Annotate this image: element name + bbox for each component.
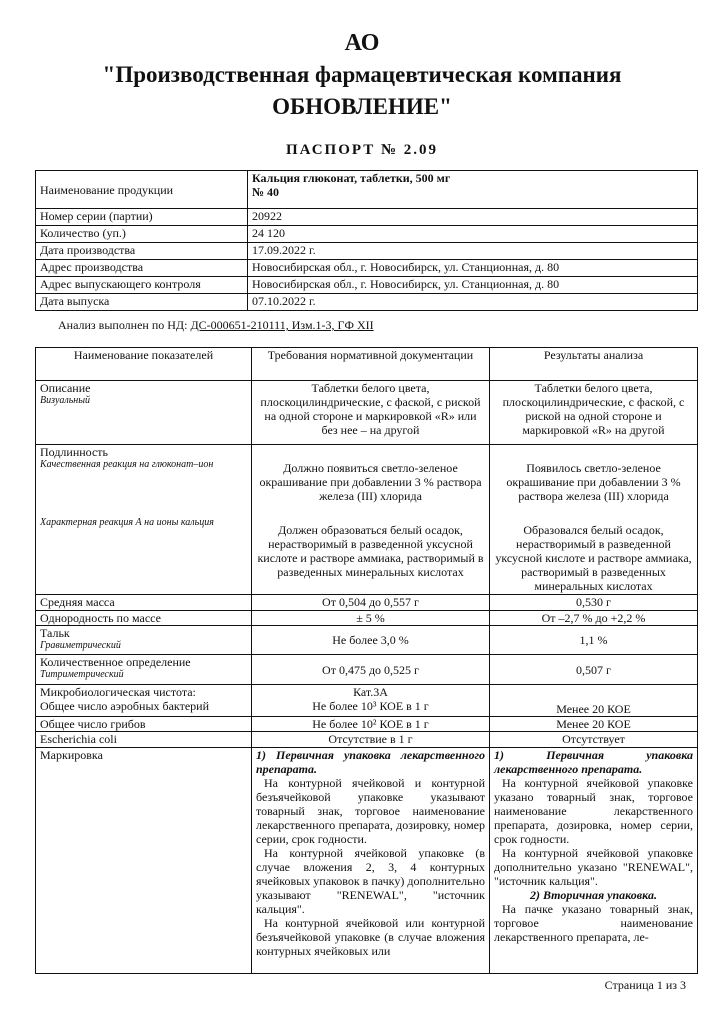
batch-value: 20922 <box>248 209 698 226</box>
batch-label: Номер серии (партии) <box>36 209 248 226</box>
product-value: Кальция глюконат, таблетки, 500 мг № 40 <box>248 171 698 209</box>
company-name: "Производственная фармацевтическая компания <box>102 62 622 87</box>
row-req: 1) Первичная упаковка лекарственного препарата. На контурной ячейковой и контурной безъячейковой упаковке указывают товарный знак, торговое наименование лекарственного препарата, дозировку, номер серии, срок годности. На контурной ячейковой упаковке (в случае вложения 2, 3, 4 контурных ячейковых упаковок в пачку) дополнительно указывают "RENEWAL", "источник кальция". На контурной ячейковой или контурной безъячейковой упаковке (в случае вложения контурных ячейковых или <box>252 748 490 974</box>
row-req: Таблетки белого цвета, плоскоцилиндрические, с фаской, с риской на одной стороне и маркировкой «R» или без нее – на другой <box>252 381 490 445</box>
company-name-2: ОБНОВЛЕНИЕ" <box>272 94 452 119</box>
control-address-value: Новосибирская обл., г. Новосибирск, ул. Станционная, д. 80 <box>248 277 698 294</box>
row-name: Escherichia coli <box>36 732 252 748</box>
row-name: Тальк Гравиметрический <box>36 626 252 655</box>
quantity-label: Количество (уп.) <box>36 226 248 243</box>
prod-date-value: 17.09.2022 г. <box>248 243 698 260</box>
prod-date-label: Дата производства <box>36 243 248 260</box>
row-res: 0,507 г <box>490 655 698 685</box>
release-date-value: 07.10.2022 г. <box>248 294 698 311</box>
row-res: Появилось светло-зеленое окрашивание при добавлении 3 % раствора железа (III) хлорида Образовался белый осадок, нерастворимый в разведенной уксусной кислоте и растворе аммиака, растворимый в разведенных минеральных кислотах <box>490 445 698 595</box>
row-res: Отсутствует <box>490 732 698 748</box>
row-req: Не более 10² КОЕ в 1 г <box>252 717 490 732</box>
row-res: Таблетки белого цвета, плоскоцилиндрические, с фаской, с риской на одной стороне и маркировкой «R» на другой <box>490 381 698 445</box>
page-number: Страница 1 из 3 <box>604 978 686 992</box>
row-req: Должно появиться светло-зеленое окрашивание при добавлении 3 % раствора железа (III) хлорида Должен образоваться белый осадок, нерастворимый в разведенной уксусной кислоте и растворе аммиака, растворимый в разведенных минеральных кислотах <box>252 445 490 595</box>
control-address-label: Адрес выпускающего контроля <box>36 277 248 294</box>
row-res: 1,1 % <box>490 626 698 655</box>
row-name: Подлинность Качественная реакция на глюконат–ион Характерная реакция А на ионы кальция <box>36 445 252 595</box>
row-req: От 0,475 до 0,525 г <box>252 655 490 685</box>
release-date-label: Дата выпуска <box>36 294 248 311</box>
row-res: 0,530 г <box>490 595 698 611</box>
prod-address-label: Адрес производства <box>36 260 248 277</box>
row-req: От 0,504 до 0,557 г <box>252 595 490 611</box>
row-res: Менее 20 КОЕ <box>490 717 698 732</box>
nd-reference: ДС-000651-210111, Изм.1-3, ГФ XII <box>190 318 374 332</box>
col-header-results: Результаты анализа <box>490 348 698 381</box>
row-res: 1) Первичная упаковка лекарственного препарата. На контурной ячейковой упаковке указано товарный знак, торговое наименование лекарственного препарата, дозировка, номер серии, срок годности. На контурной ячейковой упаковке дополнительно указано "RENEWAL", "источник кальция". 2) Вторичная упаковка. На пачке указано товарный знак, торговое наименование лекарственного препарата, ле- <box>490 748 698 974</box>
product-table <box>35 170 698 311</box>
row-name: Общее число грибов <box>36 717 252 732</box>
row-name: Средняя масса <box>36 595 252 611</box>
row-req: Не более 3,0 % <box>252 626 490 655</box>
product-label: Наименование продукции <box>36 171 248 209</box>
row-req: ± 5 % <box>252 611 490 626</box>
col-header-requirements: Требования нормативной документации <box>252 348 490 381</box>
analysis-note: Анализ выполнен по НД: ДС-000651-210111, Изм.1-3, ГФ XII <box>58 318 374 332</box>
prod-address-value: Новосибирская обл., г. Новосибирск, ул. Станционная, д. 80 <box>248 260 698 277</box>
row-name: Количественное определение Титриметрический <box>36 655 252 685</box>
row-req: Отсутствие в 1 г <box>252 732 490 748</box>
row-name: Микробиологическая чистота: Общее число аэробных бактерий <box>36 685 252 717</box>
passport-title: ПАСПОРТ № 2.09 <box>285 142 439 158</box>
analysis-table <box>35 347 698 974</box>
row-res: От –2,7 % до +2,2 % <box>490 611 698 626</box>
org-type: АО <box>344 30 380 56</box>
row-req: Кат.3А Не более 10³ КОЕ в 1 г <box>252 685 490 717</box>
row-name: Маркировка <box>36 748 252 974</box>
row-name: Однородность по массе <box>36 611 252 626</box>
row-res: Менее 20 КОЕ <box>490 685 698 717</box>
row-name: Описание Визуальный <box>36 381 252 445</box>
col-header-indicator: Наименование показателей <box>36 348 252 381</box>
quantity-value: 24 120 <box>248 226 698 243</box>
